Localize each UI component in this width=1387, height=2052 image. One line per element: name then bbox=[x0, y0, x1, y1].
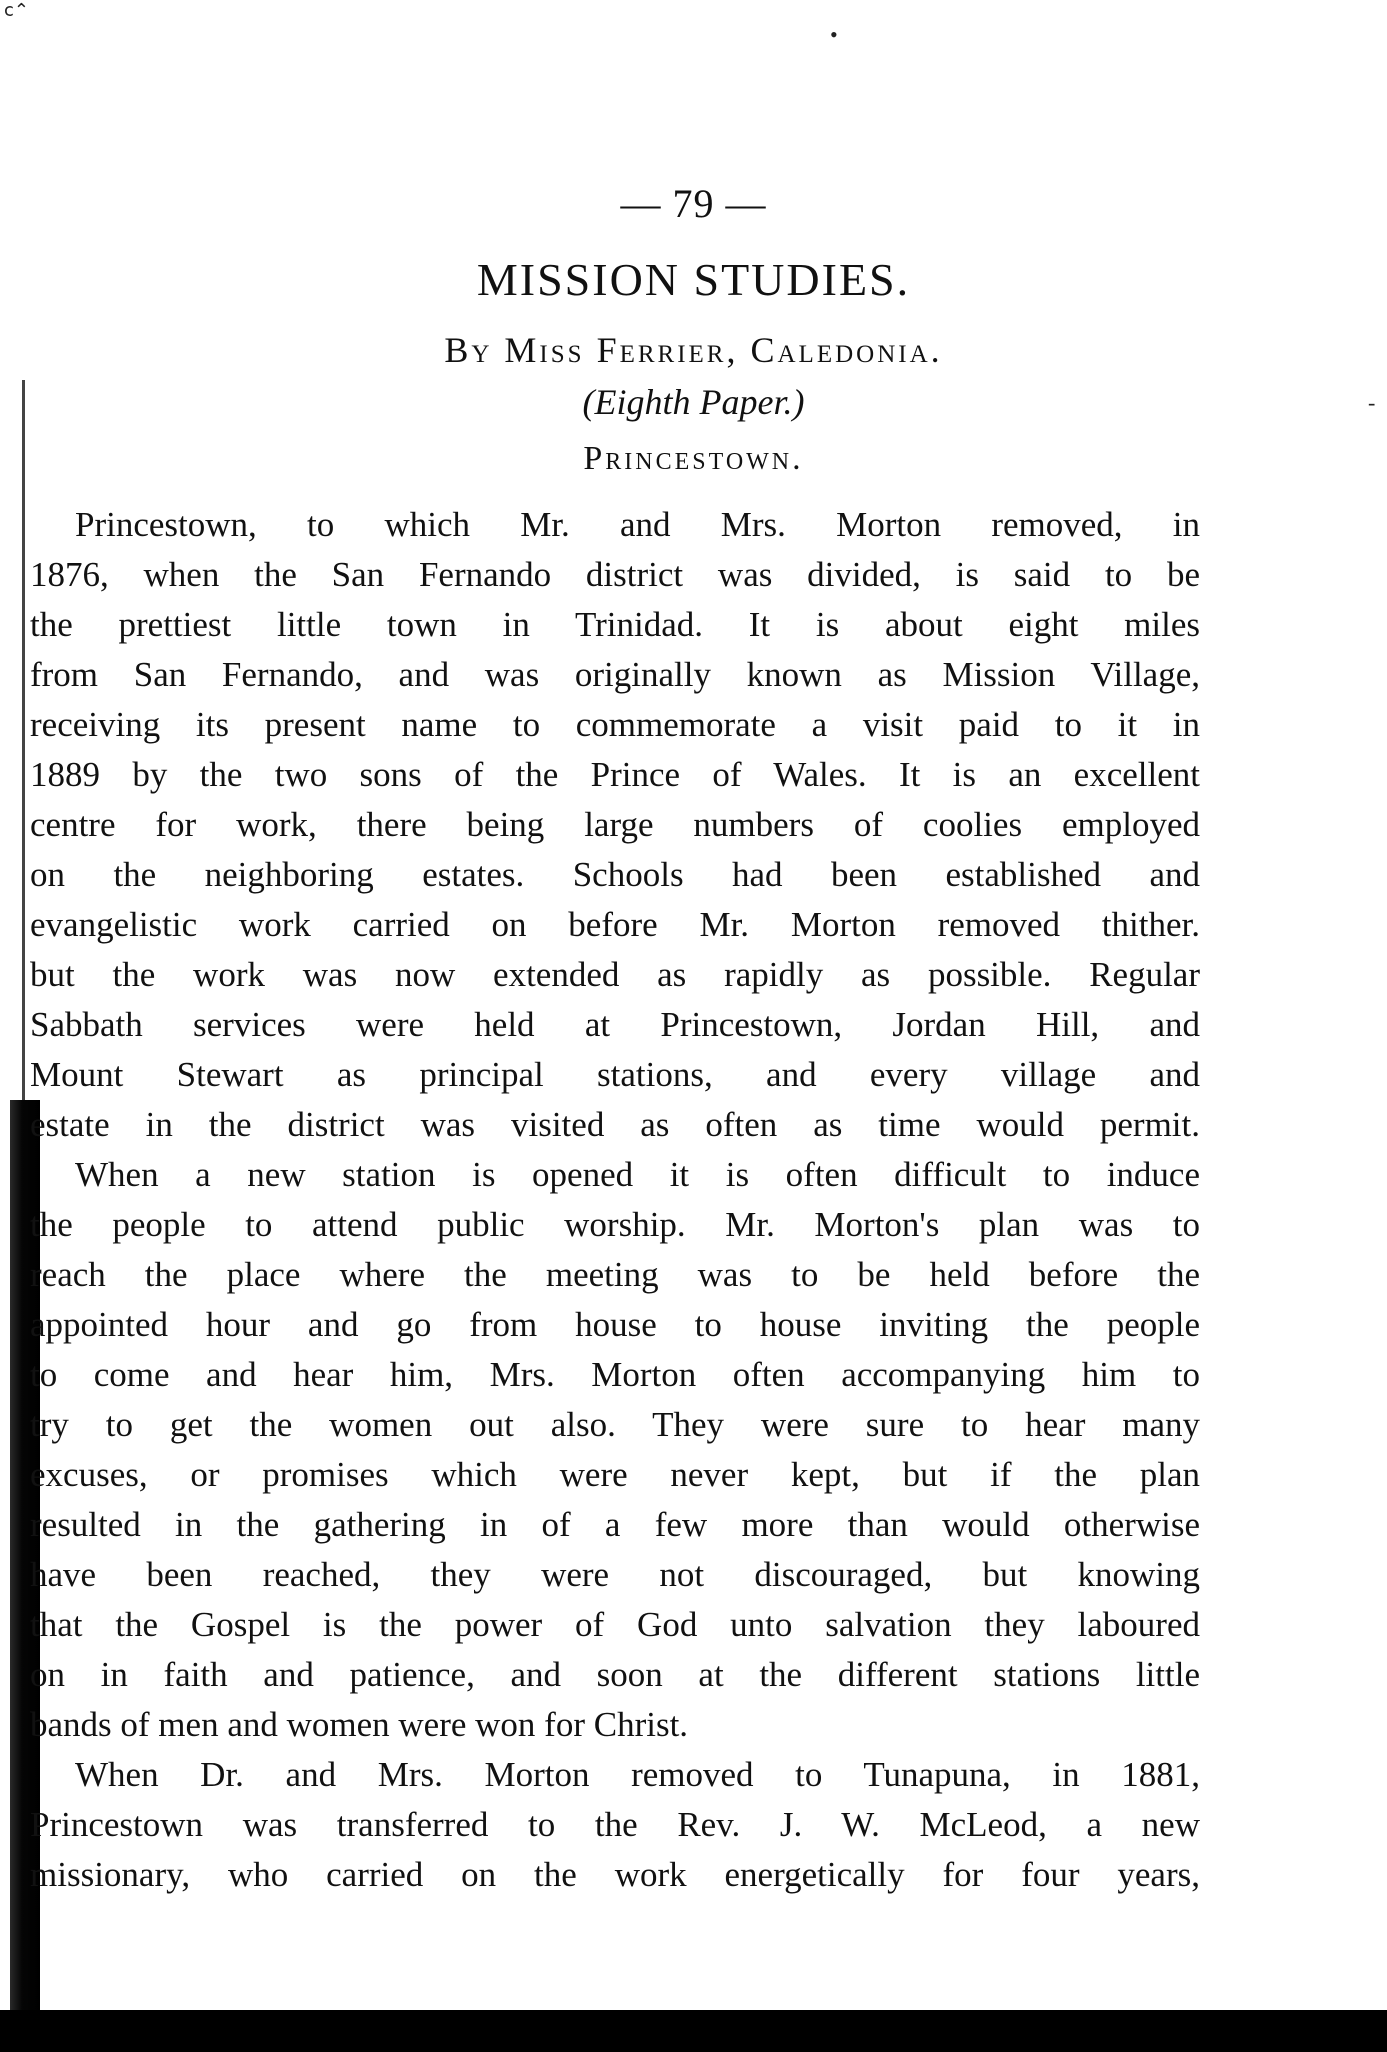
text-line: from San Fernando, and was originally known as Mission Village, bbox=[30, 655, 1200, 694]
scan-dash-mark: - bbox=[1368, 390, 1376, 415]
text-line: 1889 by the two sons of the Prince of Wales. It is an excellent bbox=[30, 755, 1200, 794]
text-line: estate in the district was visited as often as time would permit. bbox=[30, 1105, 1200, 1144]
text-line: 1876, when the San Fernando district was divided, is said to be bbox=[30, 555, 1200, 594]
text-line: Mount Stewart as principal stations, and every village and bbox=[30, 1055, 1200, 1094]
text-line: have been reached, they were not discouraged, but knowing bbox=[30, 1555, 1200, 1594]
page-number: — 79 — bbox=[620, 181, 767, 226]
scan-bottom-edge bbox=[0, 2010, 1387, 2052]
paragraph-2 bbox=[30, 1150, 1200, 1750]
scan-gutter-line bbox=[22, 380, 25, 1120]
text-line: bands of men and women were won for Christ. bbox=[30, 1705, 689, 1744]
text-line: try to get the women out also. They were sure to hear many bbox=[30, 1405, 1200, 1444]
text-line: to come and hear him, Mrs. Morton often accompanying him to bbox=[30, 1355, 1200, 1394]
text-line: evangelistic work carried on before Mr. Morton removed thither. bbox=[30, 905, 1200, 944]
text-line: missionary, who carried on the work energetically for four years, bbox=[30, 1855, 1200, 1894]
paper-note: (Eighth Paper.) bbox=[582, 382, 805, 422]
text-line: that the Gospel is the power of God unto salvation they laboured bbox=[30, 1605, 1200, 1644]
section-heading: Princestown. bbox=[583, 440, 804, 477]
scan-corner-mark: ⅽ⌃ bbox=[4, 0, 29, 20]
article-title: MISSION STUDIES. bbox=[476, 254, 911, 305]
text-line: Sabbath services were held at Princestown, Jordan Hill, and bbox=[30, 1005, 1200, 1044]
text-line: excuses, or promises which were never kept, but if the plan bbox=[30, 1455, 1200, 1494]
text-line: reach the place where the meeting was to be held before the bbox=[30, 1255, 1200, 1294]
text-line: When Dr. and Mrs. Morton removed to Tunapuna, in 1881, bbox=[75, 1755, 1200, 1794]
text-line: but the work was now extended as rapidly as possible. Regular bbox=[30, 955, 1200, 994]
text-line: Princestown, to which Mr. and Mrs. Morton removed, in bbox=[75, 505, 1200, 544]
text-line: Princestown was transferred to the Rev. J. W. McLeod, a new bbox=[30, 1805, 1200, 1844]
text-line: on in faith and patience, and soon at the different stations little bbox=[30, 1655, 1200, 1694]
scan-dot-mark: • bbox=[830, 22, 838, 47]
paragraph-3 bbox=[30, 1750, 1200, 1900]
text-line: receiving its present name to commemorate a visit paid to it in bbox=[30, 705, 1200, 744]
article-body bbox=[30, 500, 1200, 1900]
text-line: centre for work, there being large numbers of coolies employed bbox=[30, 805, 1200, 844]
text-line: on the neighboring estates. Schools had been established and bbox=[30, 855, 1200, 894]
text-line: the prettiest little town in Trinidad. It is about eight miles bbox=[30, 605, 1200, 644]
paragraph-1 bbox=[30, 500, 1200, 1150]
article-byline: By Miss Ferrier, Caledonia. bbox=[444, 330, 943, 370]
text-line: resulted in the gathering in of a few more than would otherwise bbox=[30, 1505, 1200, 1544]
text-line: When a new station is opened it is often difficult to induce bbox=[75, 1155, 1200, 1194]
text-line: the people to attend public worship. Mr. Morton's plan was to bbox=[30, 1205, 1200, 1244]
text-line: appointed hour and go from house to house inviting the people bbox=[30, 1305, 1200, 1344]
